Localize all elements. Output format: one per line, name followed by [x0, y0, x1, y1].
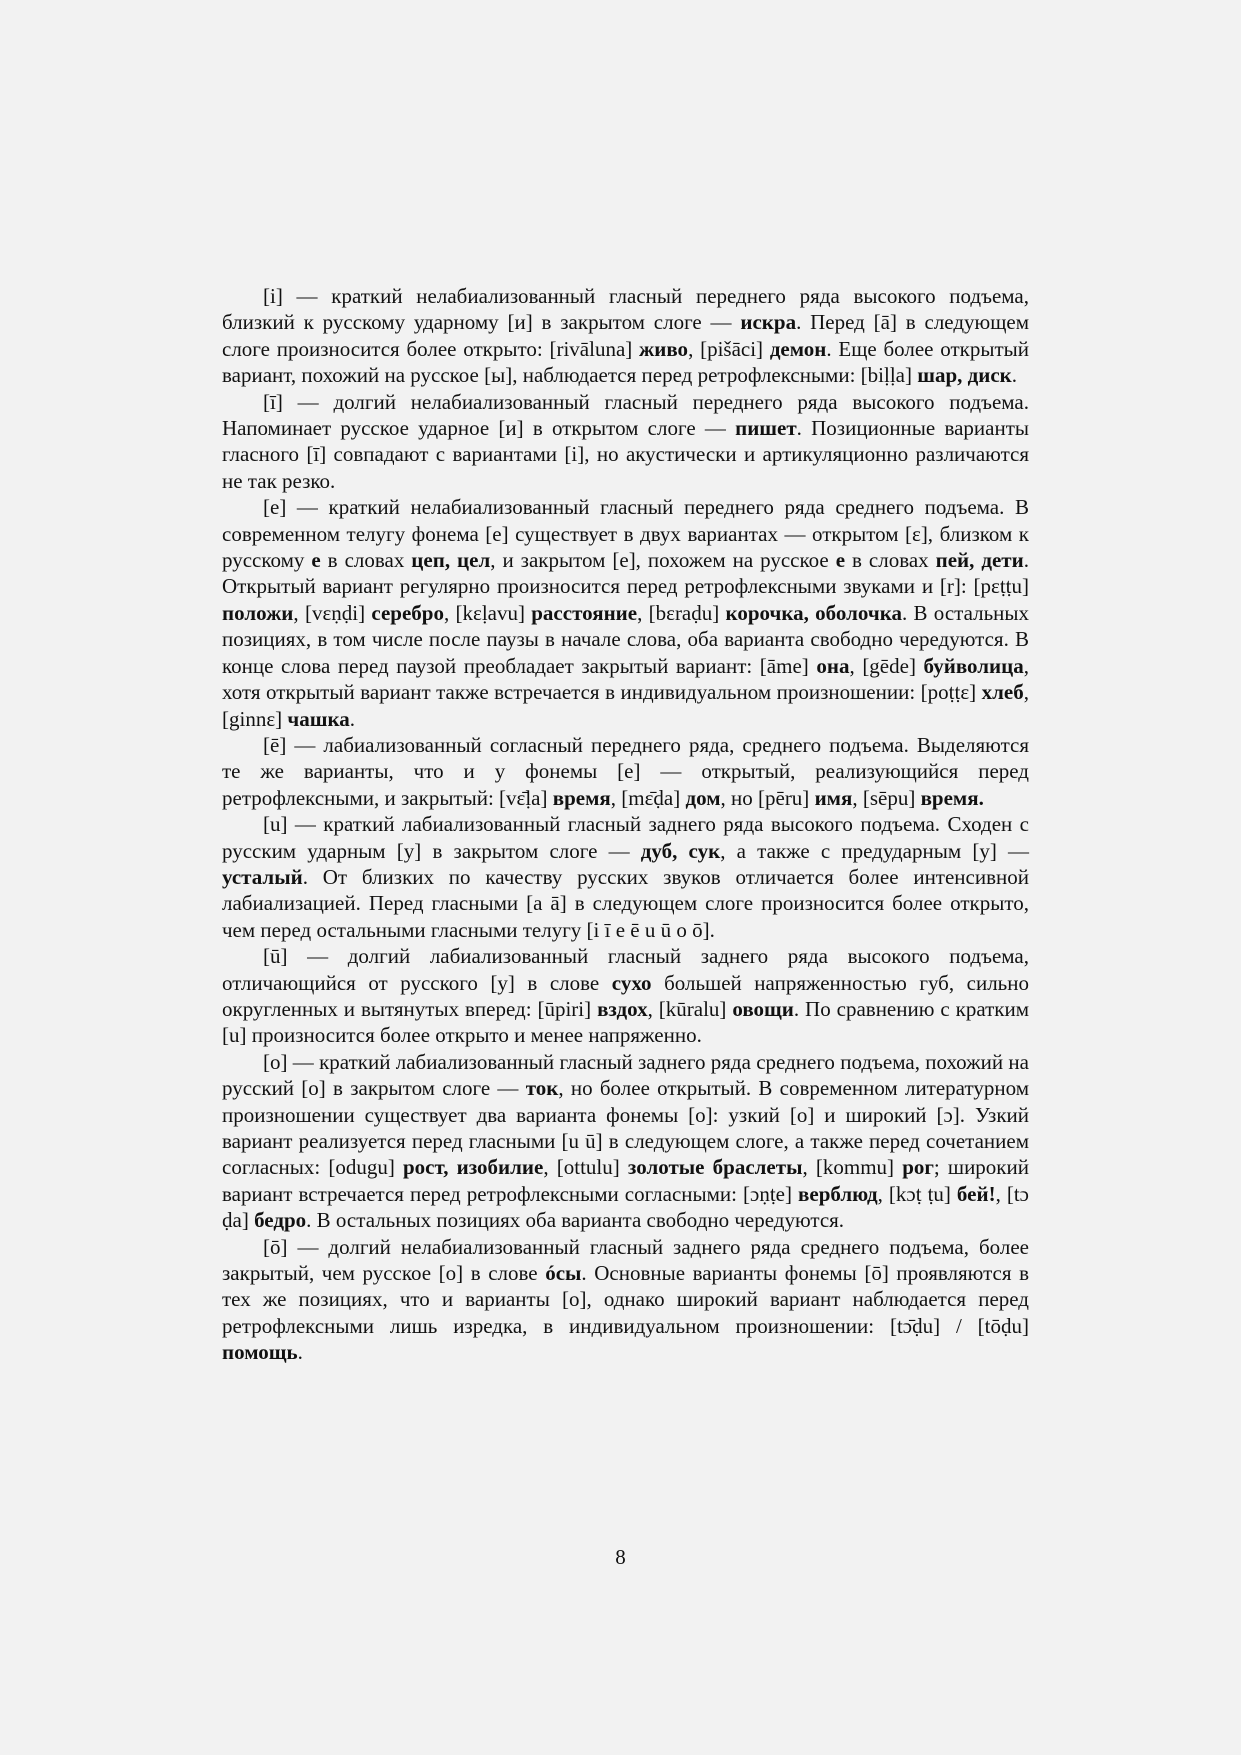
paragraph-o-long	[222, 1234, 1029, 1366]
bold-term: искра	[740, 310, 797, 335]
text-run: , и закрытом [e], похожем на русское	[490, 548, 836, 573]
text-run: , [kommu]	[802, 1155, 903, 1180]
paragraph-e	[222, 494, 1029, 732]
text-run: в словах	[845, 548, 936, 573]
bold-term: верблюд	[798, 1181, 878, 1206]
bold-term: бей!	[956, 1181, 996, 1206]
bold-term: е	[311, 548, 321, 573]
text-run: ; широкий вариант встречается перед ретрофлексными согласными: [ɔṇṭe]	[222, 1155, 1029, 1206]
bold-term: бедро	[254, 1208, 307, 1233]
bold-term: время	[552, 785, 611, 810]
bold-term: рог	[902, 1155, 934, 1180]
bold-term: корочка, оболочка	[725, 600, 902, 625]
bold-term: сухо	[611, 970, 652, 995]
text-run: [e] — краткий нелабиализованный гласный переднего ряда среднего подъема. В современном телугу фонема [e] существует в двух вариантах — открытом [ɛ], близком к русскому	[222, 495, 1029, 573]
text-run: , [gēde]	[849, 653, 924, 678]
bold-term: время.	[920, 785, 984, 810]
bold-term: помощь	[222, 1340, 298, 1365]
text-run: . Перед [ā] в следующем слоге произносится более открыто: [rivāluna]	[222, 310, 1030, 361]
text-run: , а также с предударным [у] —	[720, 838, 1029, 863]
text-run: , [sēpu]	[852, 785, 921, 810]
text-run: . Позиционные варианты гласного [ī] совпадают с вариантами [i], но акустически и артикуляционно различаются не так резко.	[222, 416, 1029, 493]
bold-term: рост, изобилие	[402, 1155, 544, 1180]
bold-term: усталый	[222, 864, 303, 889]
bold-term: золотые браслеты	[627, 1155, 803, 1180]
text-run: . Основные варианты фонемы [ō] проявляются в тех же позициях, что и варианты [o], однако широкий вариант наблюдается перед ретрофлексными лишь изредка, в индивидуальном произношении: [tɔ̄ḍu] / [tōḍu]	[222, 1261, 1029, 1338]
text-run: , [ottulu]	[543, 1155, 628, 1180]
text-run: [o] — краткий лабиализованный гласный заднего ряда среднего подъема, похожий на русский [о] в закрытом слоге —	[222, 1049, 1029, 1101]
bold-term: серебро	[371, 600, 444, 625]
paragraph-u-long	[222, 943, 1029, 1049]
bold-term: буйволица	[923, 653, 1024, 678]
bold-term: овощи	[732, 996, 794, 1021]
text-run: . В остальных позициях оба варианта свободно чередуются.	[306, 1208, 845, 1233]
bold-term: хлеб	[981, 680, 1024, 705]
bold-term: имя	[814, 785, 853, 810]
text-run: . Еще более открытый вариант, похожий на русское [ы], наблюдается перед ретрофлексными: [biḷḷa]	[222, 336, 1029, 388]
text-run: .	[1011, 363, 1018, 388]
paragraph-o	[222, 1049, 1029, 1234]
paragraph-i	[222, 283, 1029, 389]
text-run: . От близких по качеству русских звуков отличается более интенсивной лабиализацией. Перед гласными [a ā] в следующем слоге произносится более открыто, чем перед остальными гласными телугу [i ī e ē u ū o ō].	[222, 864, 1029, 942]
paragraph-i-long	[222, 389, 1029, 495]
bold-term: цеп, цел	[411, 548, 491, 573]
bold-term: дуб, сук	[640, 838, 721, 863]
text-run: [ū] — долгий лабиализованный гласный заднего ряда высокого подъема, отличающийся от русского [у] в слове	[222, 944, 1029, 995]
paragraph-u	[222, 811, 1029, 943]
bold-term: óсы	[545, 1261, 582, 1286]
bold-term: расстояние	[531, 600, 638, 625]
bold-term: е	[835, 548, 846, 573]
bold-term: пишет	[735, 416, 797, 441]
text-run: , [kɛḷavu]	[443, 600, 532, 625]
text-run: , [ginnɛ]	[222, 680, 1029, 731]
bold-term: она	[816, 653, 850, 678]
text-run: [ī] — долгий нелабиализованный гласный переднего ряда высокого подъема. Напоминает русское ударное [и] в открытом слоге —	[222, 389, 1029, 441]
text-run: . По сравнению с кратким [u] произносится более открыто и менее напряженно.	[222, 996, 1029, 1048]
text-run: , [tɔ ḍa]	[222, 1181, 1029, 1233]
text-run: [ō] — долгий нелабиализованный гласный заднего ряда среднего подъема, более закрытый, чем русское [о] в слове	[222, 1234, 1029, 1286]
text-run: , [vɛṇḍi]	[293, 600, 372, 625]
bold-term: ток	[525, 1076, 559, 1101]
text-run: , [mɛ̄ḍa]	[610, 785, 686, 810]
bold-term: дом	[685, 785, 721, 810]
bold-term: демон	[769, 336, 827, 361]
text-run: . В остальных позициях, в том числе после паузы в начале слова, оба варианта свободно чередуются. В конце слова перед паузой преобладает закрытый вариант: [āme]	[222, 600, 1029, 678]
bold-term: вздох	[597, 996, 648, 1021]
paragraph-e-long	[222, 732, 1029, 811]
text-run: , [kɔṭ ṭu]	[877, 1181, 957, 1206]
body-text	[222, 283, 1029, 1366]
text-run: .	[349, 706, 355, 731]
bold-term: пей, дети	[935, 548, 1024, 573]
text-run: , [kūralu]	[647, 996, 733, 1021]
text-run: , хотя открытый вариант также встречается в индивидуальном произношении: [poṭṭɛ]	[222, 653, 1029, 705]
text-run: , [bɛraḍu]	[637, 600, 726, 625]
text-run: . Открытый вариант регулярно произносится перед ретрофлексными звуками и [r]: [pɛṭṭu]	[222, 548, 1029, 599]
text-run: [i] — краткий нелабиализованный гласный переднего ряда высокого подъема, близкий к русскому ударному [и] в закрытом слоге —	[222, 284, 1029, 335]
text-run: [ē] — лабиализованный согласный переднего ряда, среднего подъема. Выделяются те же варианты, что и у фонемы [e] — открытый, реализующийся перед ретрофлексными, и закрытый: [vɛ̄ḷa]	[222, 732, 1029, 810]
text-run: , [pišāci]	[688, 336, 770, 361]
bold-term: живо	[639, 336, 689, 361]
bold-term: положи	[222, 600, 294, 625]
text-run: .	[297, 1340, 303, 1365]
text-run: , но [pēru]	[720, 785, 815, 810]
bold-term: шар, диск	[917, 363, 1012, 388]
text-run: в словах	[320, 548, 412, 573]
bold-term: чашка	[287, 706, 350, 731]
text-run: , но более открытый. В современном литературном произношении существует два варианта фонемы [o]: узкий [o] и широкий [ɔ]. Узкий вариант реализуется перед гласными [u ū] в следующем слоге, а также перед сочетанием согласных: [odugu]	[222, 1076, 1029, 1180]
page-number: 8	[615, 1545, 626, 1569]
text-run: [u] — краткий лабиализованный гласный заднего ряда высокого подъема. Сходен с русским ударным [у] в закрытом слоге —	[222, 812, 1029, 863]
text-run: большей напряженностью губ, сильно округленных и вытянутых вперед: [ūpiri]	[222, 970, 1029, 1021]
